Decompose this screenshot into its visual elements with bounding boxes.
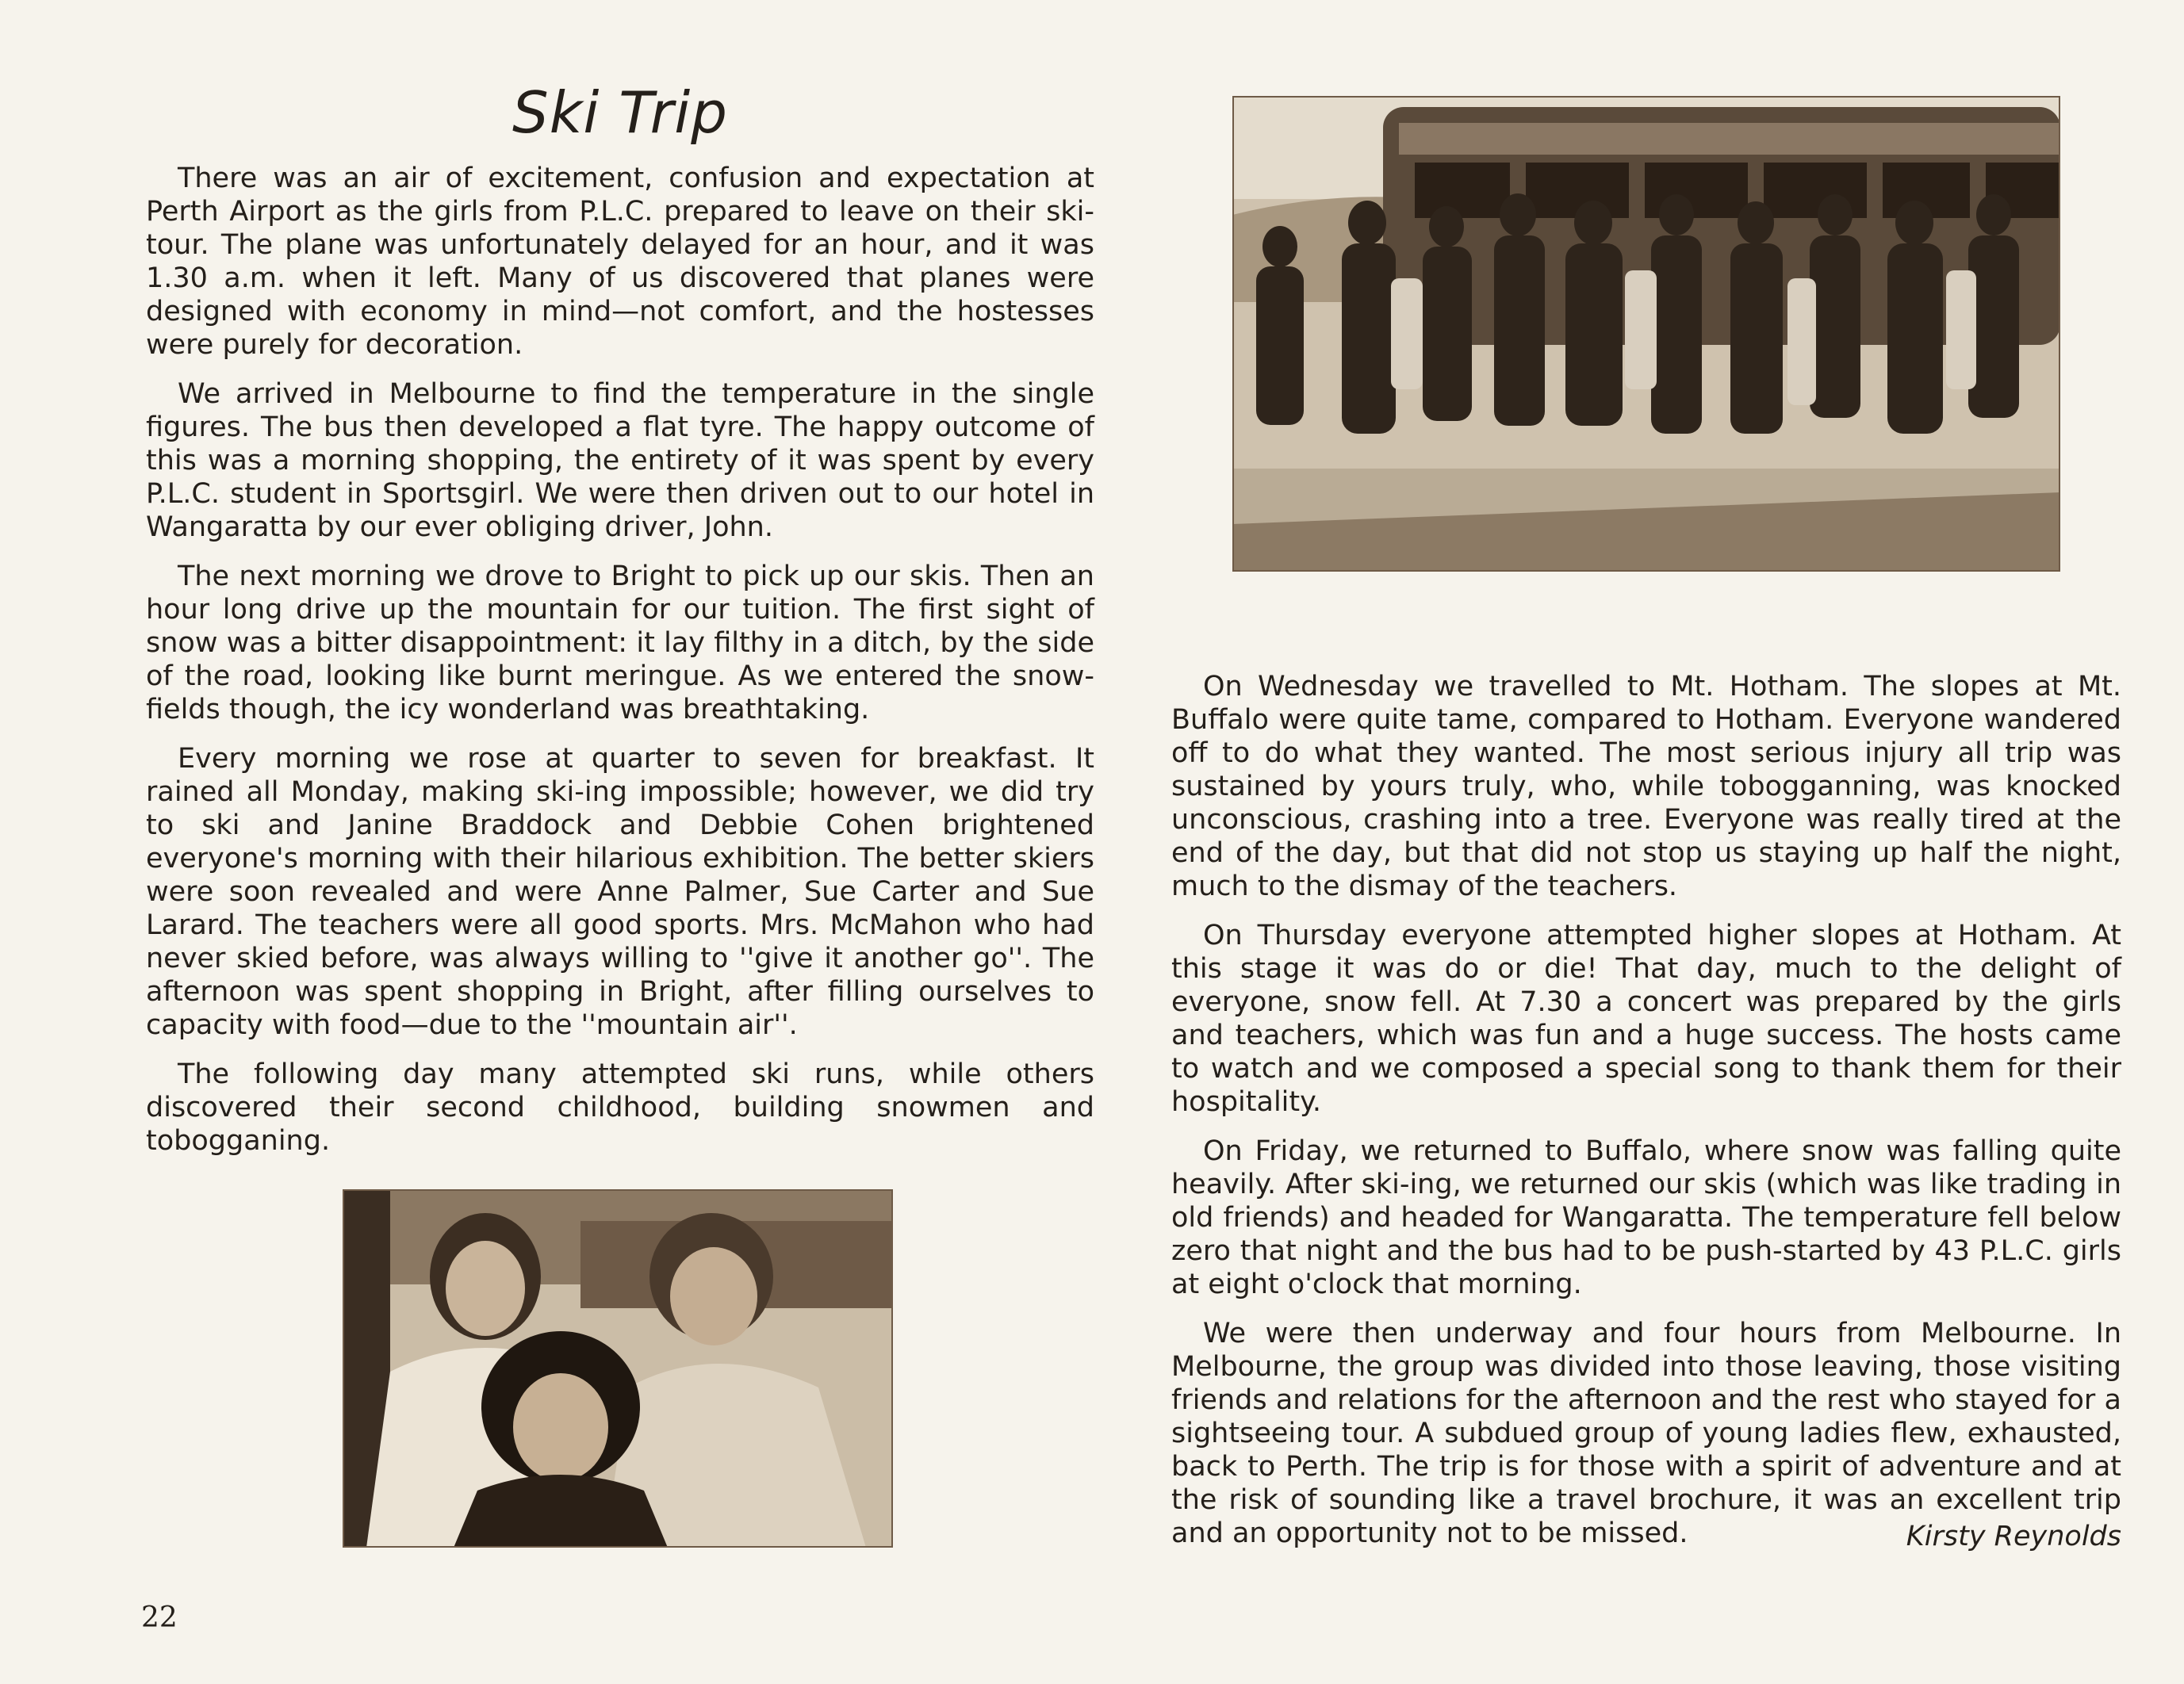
page-number: 22: [141, 1602, 178, 1634]
paragraph: The following day many attempted ski runs, while others discovered their second childhood, building snowmen and tobogganing.: [146, 1058, 1094, 1157]
group-bus-photo: [1232, 96, 2060, 572]
paragraph: We arrived in Melbourne to find the temperature in the single figures. The bus then developed a flat tyre. The happy outcome of this was a morning shopping, the entirety of it was spent by every P.L.C. student in Sportsgirl. We were then driven out to our hotel in Wangaratta by our ever obliging driver, John.: [146, 378, 1094, 543]
three-girls-photo: [343, 1189, 893, 1548]
paragraph: Every morning we rose at quarter to seven for breakfast. It rained all Monday, making ski-ing impossible; however, we did try to ski and Janine Braddock and Debbie Cohen brightened everyone's morning with their hilarious exhibition. The better skiers were soon revealed and were Anne Palmer, Sue Carter and Sue Larard. The teachers were all good sports. Mrs. McMahon who had never skied before, was always willing to ''give it another go''. The afternoon was spent shopping in Bright, after filling ourselves to capacity with food—due to the ''mountain air''.: [146, 743, 1094, 1041]
paragraph: On Thursday everyone attempted higher slopes at Hotham. At this stage it was do or die! That day, much to the delight of everyone, snow fell. At 7.30 a concert was prepared by the girls and teachers, which was fun and a huge success. The hosts came to watch and we composed a special song to thank them for their hospitality.: [1171, 920, 2121, 1118]
group-bus-image: [1232, 96, 2060, 572]
paragraph: On Friday, we returned to Buffalo, where snow was falling quite heavily. After ski-ing, we returned our skis (which was like trading in old friends) and headed for Wangaratta. The temperature fell below zero that night and the bus had to be push-started by 43 P.L.C. girls at eight o'clock that morning.: [1171, 1135, 2121, 1300]
paragraph: We were then underway and four hours from Melbourne. In Melbourne, the group was divided into those leaving, those visiting friends and relations for the afternoon and the rest who stayed for a sightseeing tour. A subdued group of young ladies flew, exhausted, back to Perth. The trip is for those with a spirit of adventure and at the risk of sounding like a travel brochure, it was an excellent trip and an opportunity not to be missed.: [1171, 1318, 2121, 1549]
paragraph: There was an air of excitement, confusion and expectation at Perth Airport as the girls from P.L.C. prepared to leave on their ski-tour. The plane was unfortunately delayed for an hour, and it was 1.30 a.m. when it left. Many of us discovered that planes were designed with economy in mind—not comfort, and the hostesses were purely for decoration.: [146, 163, 1094, 361]
paragraph: On Wednesday we travelled to Mt. Hotham. The slopes at Mt. Buffalo were quite tame, compared to Hotham. Everyone wandered off to do what they wanted. The most serious injury all trip was sustained by yours truly, who, while tobogganning, was knocked unconscious, crashing into a tree. Everyone was really tired at the end of the day, but that did not stop us staying up half the night, much to the dismay of the teachers.: [1171, 671, 2121, 902]
author-signature: Kirsty Reynolds: [1906, 1521, 2121, 1552]
right-column: [1171, 670, 2121, 1566]
article-title: Ski Trip: [512, 79, 728, 146]
paragraph: The next morning we drove to Bright to pick up our skis. Then an hour long drive up the mountain for our tuition. The first sight of snow was a bitter disappointment: it lay filthy in a ditch, by the side of the road, looking like burnt meringue. As we entered the snow-fields though, the icy wonderland was breathtaking.: [146, 561, 1094, 725]
left-column: [146, 79, 1094, 1173]
three-girls-image: [343, 1189, 893, 1548]
